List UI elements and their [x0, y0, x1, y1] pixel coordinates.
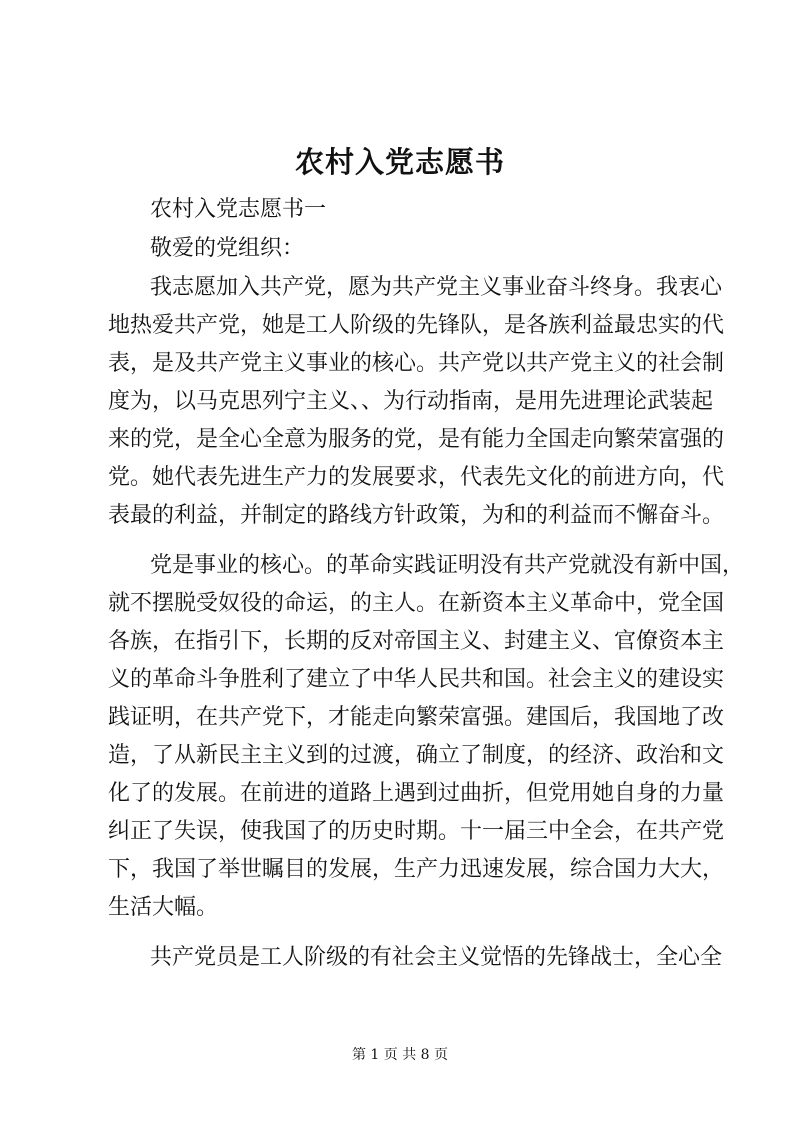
body-line: 来的党，是全心全意为服务的党，是有能力全国走向繁荣富强的 — [108, 427, 725, 452]
body-line: 生活大幅。 — [108, 895, 219, 920]
body-line: 地热爱共产党，她是工人阶级的先锋队，是各族利益最忠实的代 — [108, 313, 725, 338]
document-subtitle: 农村入党志愿书一 — [150, 197, 327, 222]
body-line: 我志愿加入共产党，愿为共产党主义事业奋斗终身。我衷心 — [150, 275, 723, 300]
body-line: 党是事业的核心。的革命实践证明没有共产党就没有新中国， — [150, 553, 745, 578]
page-number: 第 1 页 共 8 页 — [351, 1047, 449, 1063]
body-line: 共产党员是工人阶级的有社会主义觉悟的先锋战士，全心全 — [150, 945, 723, 970]
body-line: 度为，以马克思列宁主义、、为行动指南，是用先进理论武装起 — [108, 389, 714, 414]
body-line: 下，我国了举世瞩目的发展，生产力迅速发展，综合国力大大， — [108, 857, 725, 882]
body-line: 纠正了失误，使我国了的历史时期。十一届三中全会，在共产党 — [108, 819, 725, 844]
body-line: 化了的发展。在前进的道路上遇到过曲折，但党用她自身的力量 — [108, 781, 725, 806]
body-line: 义的革命斗争胜利了建立了中华人民共和国。社会主义的建设实 — [108, 667, 725, 692]
body-line: 造，了从新民主主义到的过渡，确立了制度，的经济、政治和文 — [108, 743, 725, 768]
body-line: 表，是及共产党主义事业的核心。共产党以共产党主义的社会制 — [108, 351, 725, 376]
body-line: 表最的利益，并制定的路线方针政策，为和的利益而不懈奋斗。 — [108, 503, 725, 528]
body-line: 党。她代表先进生产力的发展要求，代表先文化的前进方向，代 — [108, 465, 725, 490]
body-line: 就不摆脱受奴役的命运，的主人。在新资本主义革命中，党全国 — [108, 591, 725, 616]
body-line: 各族，在指引下，长期的反对帝国主义、封建主义、官僚资本主 — [108, 629, 725, 654]
page-title: 农村入党志愿书 — [294, 145, 505, 179]
body-line: 践证明，在共产党下，才能走向繁荣富强。建国后，我国地了改 — [108, 705, 725, 730]
salutation: 敬爱的党组织： — [150, 236, 305, 261]
